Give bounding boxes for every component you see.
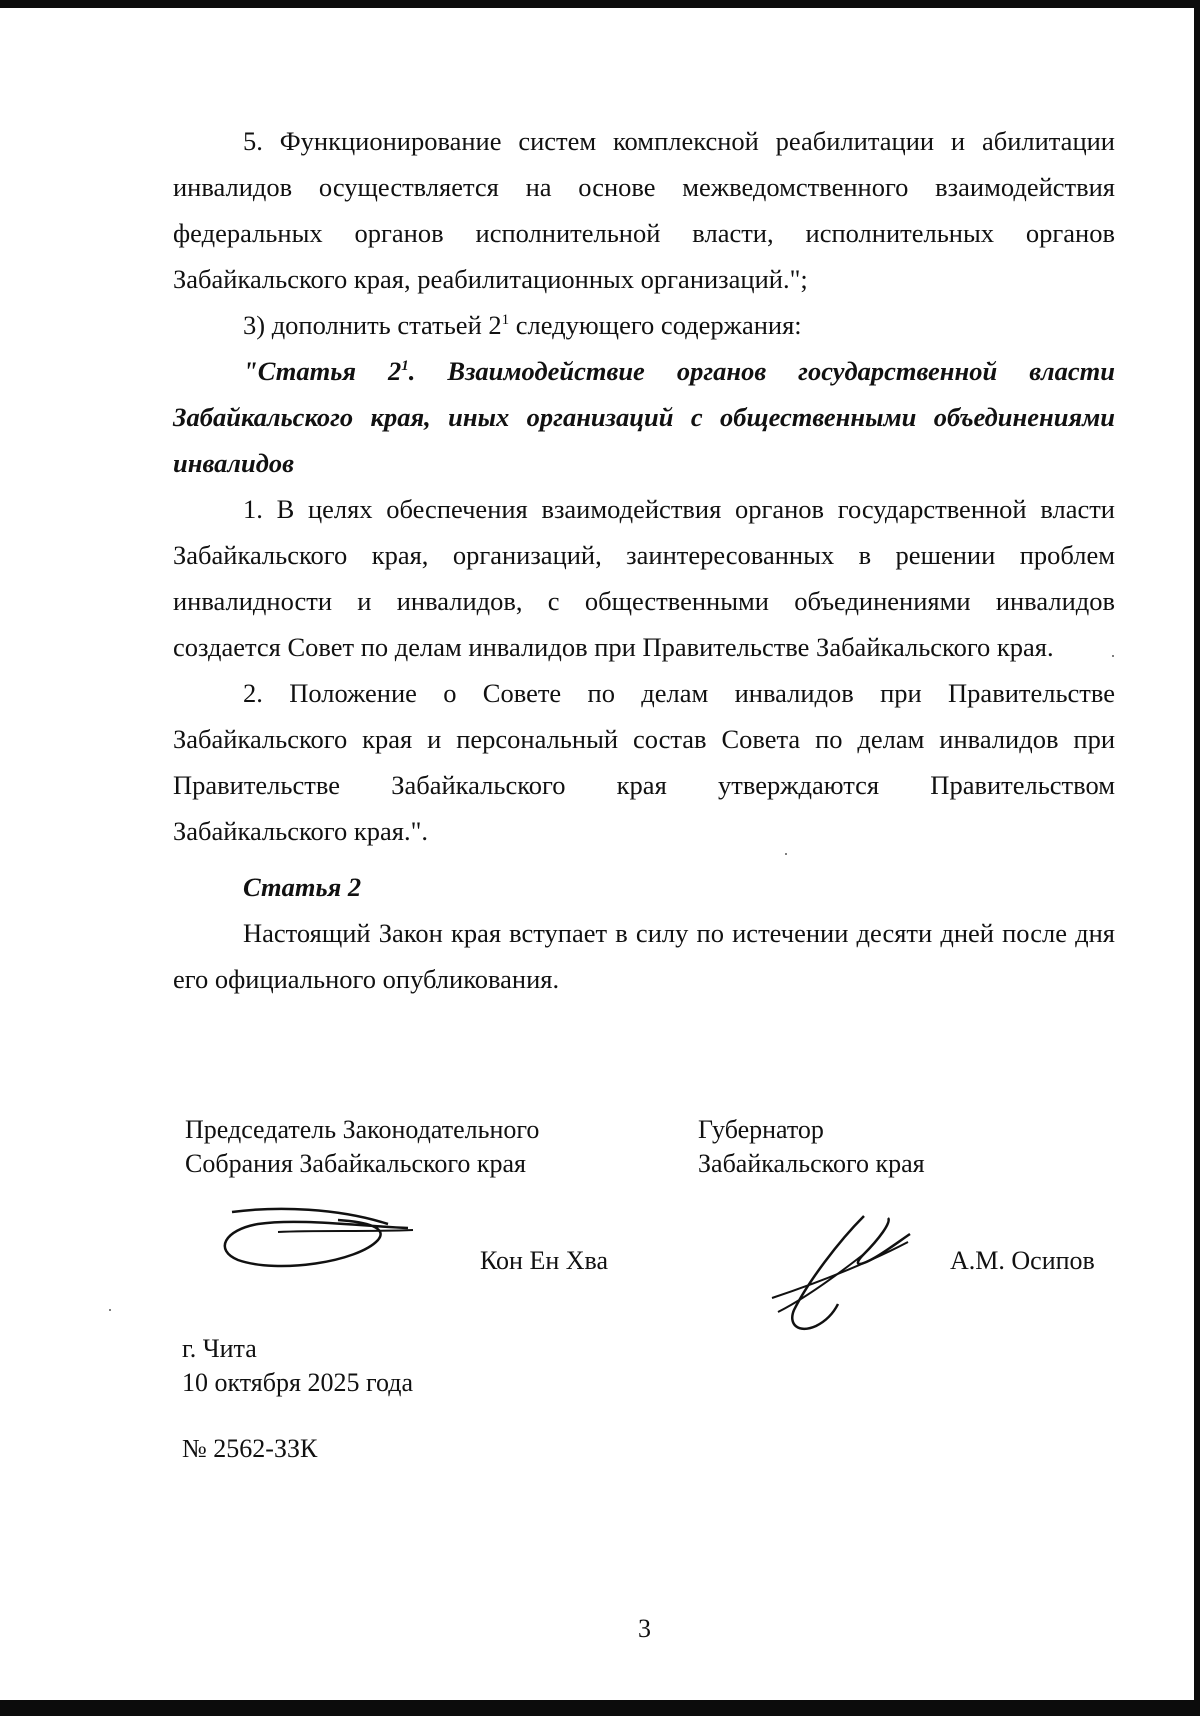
scan-speck bbox=[109, 1309, 111, 1311]
page-number: 3 bbox=[638, 1614, 651, 1643]
paragraph-5-rehabilitation: 5. Функционирование систем комплексной реабилитации и абилитации инвалидов осуществляется на основе межведомственного взаимодействия федеральных органов исполнительной власти, исполнительных органов Забайкальского края, реабилитационных организаций."; bbox=[173, 126, 1115, 294]
date: 10 октября 2025 года bbox=[182, 1368, 413, 1397]
left-signatory-name: Кон Ен Хва bbox=[480, 1246, 609, 1275]
article-2-text: Настоящий Закон края вступает в силу по истечении десяти дней после дня его официального опубликования. bbox=[173, 918, 1115, 994]
article-2-title: Статья 2 bbox=[243, 872, 362, 902]
right-signatory-title: Губернатор Забайкальского края bbox=[698, 1115, 925, 1178]
left-signatory-title: Председатель Законодательного Собрания Забайкальского края bbox=[185, 1115, 540, 1178]
document-body bbox=[173, 118, 1115, 1002]
scan-edge-top bbox=[0, 0, 1200, 8]
article-2-1-part-1: 1. В целях обеспечения взаимодействия органов государственной власти Забайкальского края, организаций, заинтересованных в решении проблем инвалидности и инвалидов, с общественными объединениями инвалидов создается Совет по делам инвалидов при Правительстве Забайкальского края. bbox=[173, 494, 1115, 662]
scan-edge-bottom bbox=[0, 1700, 1200, 1716]
article-2-1-heading: "Статья $2^1$. Взаимодействие органов государственной власти Забайкальского края, иных организаций с общественными объединениями инвалидов bbox=[173, 356, 1115, 478]
law-number: № 2562-ЗЗК bbox=[182, 1434, 318, 1463]
right-signatory-name: А.М. Осипов bbox=[950, 1246, 1095, 1275]
place-and-date bbox=[182, 1332, 413, 1400]
paragraph-amendment-3: 3) дополнить статьей $2^1$ следующего содержания: bbox=[243, 310, 802, 340]
article-2-1-part-2: 2. Положение о Совете по делам инвалидов при Правительстве Забайкальского края и персональный состав Совета по делам инвалидов при Правительстве Забайкальского края утверждаются Правительством Забайкальского края.". bbox=[173, 678, 1115, 846]
place: г. Чита bbox=[182, 1334, 257, 1363]
left-handwritten-signature bbox=[218, 1200, 418, 1280]
scan-edge-right bbox=[1194, 0, 1200, 1716]
right-handwritten-signature bbox=[768, 1212, 918, 1342]
